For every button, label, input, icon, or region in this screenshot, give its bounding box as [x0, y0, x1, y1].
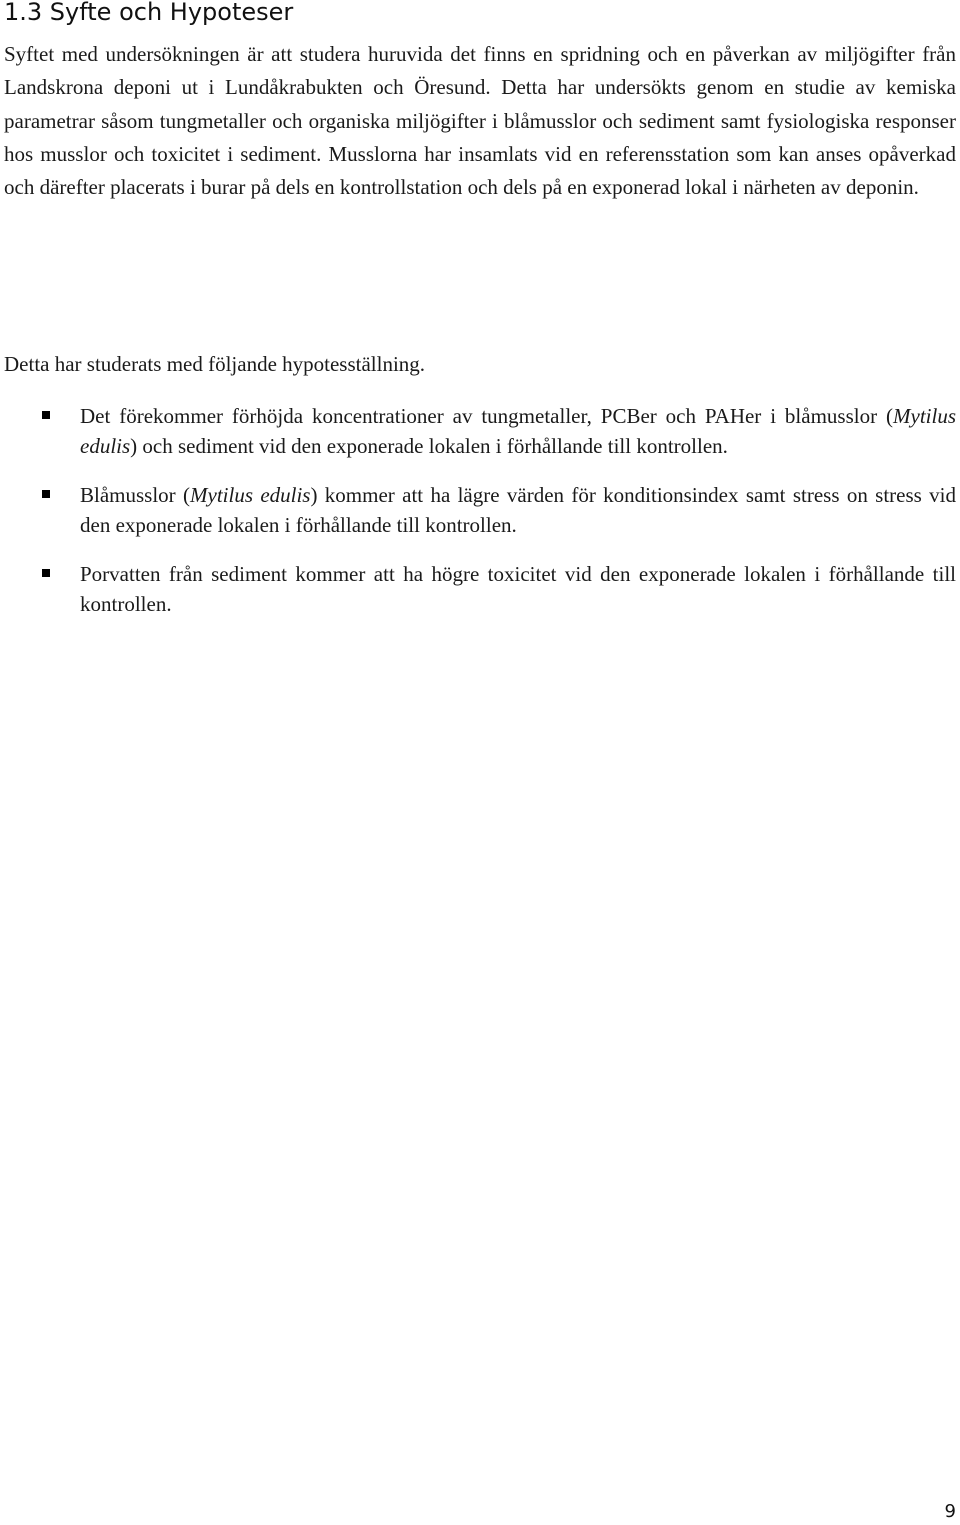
- hypothesis-item-2: [0, 481, 956, 540]
- page-number: 9: [944, 1501, 956, 1522]
- hypothesis-2-text-start: Blåmusslor (: [80, 483, 190, 507]
- hypothesis-1-text-start: Det förekommer förhöjda koncentrationer av tungmetaller, PCBer och PAHer i blåmusslor (: [80, 404, 893, 428]
- square-bullet-icon: [42, 569, 50, 577]
- square-bullet-icon: [42, 411, 50, 419]
- square-bullet-icon: [42, 490, 50, 498]
- hypothesis-2-text-end: ) kommer att ha lägre värden för konditionsindex samt stress on stress vid den exponerade lokalen i förhållande till kontrollen.: [80, 483, 956, 537]
- intro-paragraph: Syftet med undersökningen är att studera huruvida det finns en spridning och en påverkan av miljögifter från Landskrona deponi ut i Lundåkrabukten och Öresund. Detta har undersökts genom en studie av kemiska parametrar såsom tungmetaller och organiska miljögifter i blåmusslor och sediment samt fysiologiska responser hos musslor och toxicitet i sediment. Musslorna har insamlats vid en referensstation som kan anses opåverkad och därefter placerats i burar på dels en kontrollstation och dels på en exponerad lokal i närheten av deponin.: [4, 42, 956, 200]
- hypothesis-1-text-end: ) och sediment vid den exponerade lokalen i förhållande till kontrollen.: [130, 433, 728, 458]
- hypothesis-3-text: Porvatten från sediment kommer att ha högre toxicitet vid den exponerade lokalen i förhållande till kontrollen.: [80, 562, 956, 616]
- hypothesis-list: [0, 402, 956, 639]
- section-heading: 1.3 Syfte och Hypoteser: [4, 0, 294, 26]
- species-name: Mytilus edulis: [190, 483, 311, 507]
- hypothesis-lead: Detta har studerats med följande hypotesställning.: [4, 352, 426, 376]
- species-name: Mytilus edulis: [80, 404, 956, 458]
- hypothesis-item-3: [0, 560, 956, 619]
- hypothesis-item-1: [0, 402, 956, 461]
